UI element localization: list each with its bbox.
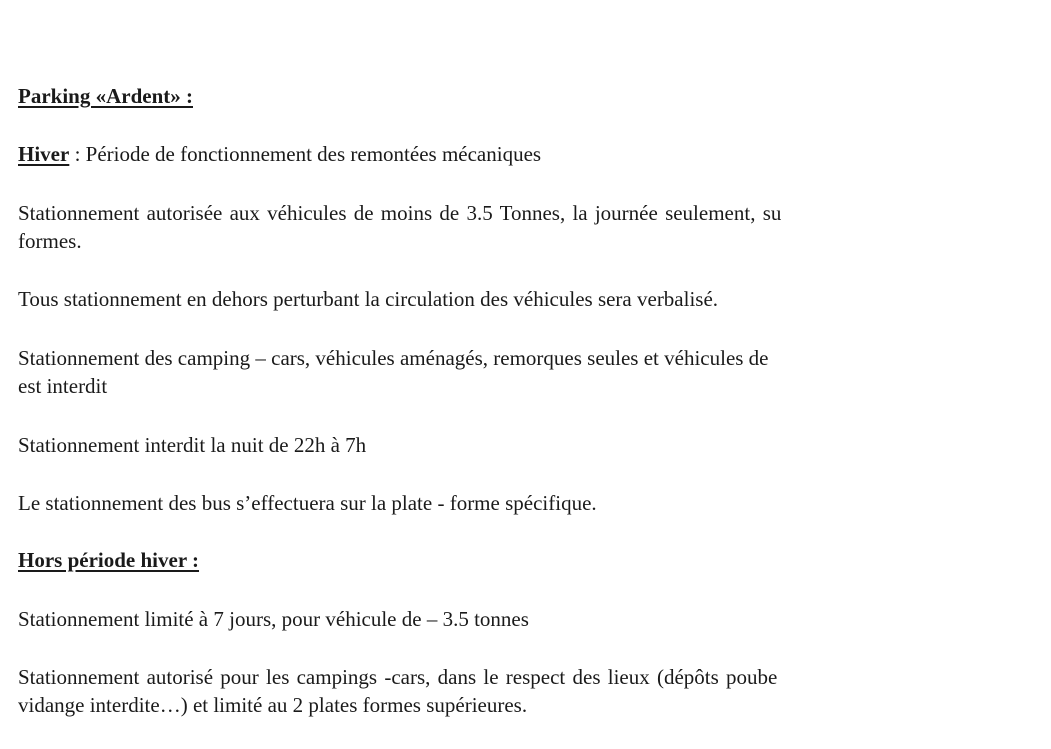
winter-rule-3a: Stationnement des camping – cars, véhicules aménagés, remorques seules et véhicules de (18, 346, 769, 370)
winter-period-text: : Période de fonctionnement des remontées mécaniques (69, 142, 542, 166)
winter-rule-1b: formes. (18, 229, 82, 253)
winter-label: Hiver (18, 142, 70, 166)
winter-period-line (18, 140, 541, 168)
off-season-heading: Hors période hiver : (18, 548, 200, 572)
winter-rule-5: Le stationnement des bus s’effectuera sur la plate - forme spécifique. (18, 491, 597, 515)
winter-rule-2: Tous stationnement en dehors perturbant la circulation des véhicules sera verbalisé. (18, 287, 719, 311)
off-season-rule-2a: Stationnement autorisé pour les campings -cars, dans le respect des lieux (dépôts poube (18, 665, 778, 689)
winter-rule-1a: Stationnement autorisée aux véhicules de moins de 3.5 Tonnes, la journée seulement, su (18, 201, 782, 225)
parking-title: Parking «Ardent» : (18, 84, 193, 108)
off-season-rule-2b: vidange interdite…) et limité au 2 plates formes supérieures. (18, 693, 528, 717)
winter-rule-3b: est interdit (18, 374, 108, 398)
off-season-rule-1: Stationnement limité à 7 jours, pour véhicule de – 3.5 tonnes (18, 607, 529, 631)
winter-rule-4: Stationnement interdit la nuit de 22h à 7h (18, 433, 367, 457)
